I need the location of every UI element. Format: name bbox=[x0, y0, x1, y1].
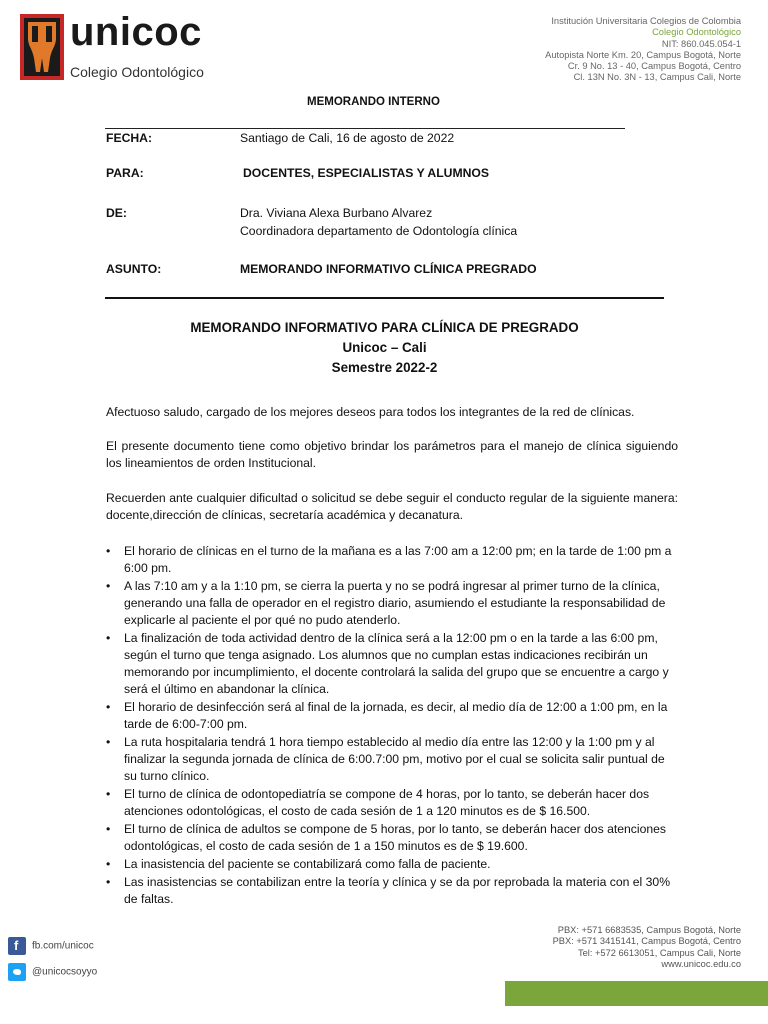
institution-name: Institución Universitaria Colegios de Colombia bbox=[551, 16, 741, 26]
list-item: • El horario de desinfección será al final de la jornada, es decir, al medio día de 12:00 a 1:00 pm, en la tarde de 6:00-7:00 pm. bbox=[106, 699, 680, 733]
logo-wordmark: unicoc bbox=[70, 10, 202, 54]
header-divider bbox=[105, 128, 625, 129]
pbx-bogota-centro: PBX: +571 3415141, Campus Bogotá, Centro bbox=[552, 936, 741, 947]
unicoc-logo bbox=[20, 10, 230, 86]
twitter-link[interactable] bbox=[8, 963, 97, 981]
header-bottom-divider bbox=[105, 297, 664, 299]
facebook-handle: fb.com/unicoc bbox=[32, 940, 94, 952]
asunto-value: MEMORANDO INFORMATIVO CLÍNICA PREGRADO bbox=[240, 262, 537, 276]
heading-line-1: MEMORANDO INFORMATIVO PARA CLÍNICA DE PREGRADO bbox=[190, 320, 579, 335]
list-item: • El turno de clínica de odontopediatría se compone de 4 horas, por lo tanto, se deberán hacer dos atenciones odontológicas, el costo de cada sesión de 1 a 120 minutos es de $ 16.500. bbox=[106, 786, 680, 820]
website-link[interactable]: www.unicoc.edu.co bbox=[661, 959, 741, 970]
footer-contact bbox=[481, 925, 741, 971]
institution-nit: NIT: 860.045.054-1 bbox=[661, 38, 741, 49]
logo-subtitle: Colegio Odontológico bbox=[70, 64, 204, 80]
institution-info bbox=[471, 16, 741, 84]
list-item: • El turno de clínica de adultos se compone de 5 horas, por lo tanto, se deberán hacer dos atenciones odontológicas, el costo de cada sesión de 1 a 150 minutos es de $ 19.600. bbox=[106, 821, 680, 855]
list-item: • La ruta hospitalaria tendrá 1 hora tiempo establecido al medio día entre las 12:00 y la 1:00 pm y al finalizar la segunda jornada de clínica de 6:00.7:00 pm, motivo por el cual se solicita salir puntual de su turno clínico. bbox=[106, 734, 680, 785]
institution-address-1: Autopista Norte Km. 20, Campus Bogotá, Norte bbox=[545, 49, 741, 60]
institution-address-2: Cr. 9 No. 13 - 40, Campus Bogotá, Centro bbox=[567, 61, 741, 72]
memo-title: MEMORANDO INTERNO bbox=[307, 96, 440, 108]
heading-line-3: Semestre 2022-2 bbox=[331, 360, 438, 375]
para-label: PARA: bbox=[106, 166, 144, 180]
document-heading bbox=[105, 318, 664, 378]
institution-college: Colegio Odontológico bbox=[652, 27, 741, 38]
facebook-link[interactable] bbox=[8, 937, 94, 955]
de-value-name: Dra. Viviana Alexa Burbano Alvarez bbox=[240, 206, 433, 220]
fecha-value: Santiago de Cali, 16 de agosto de 2022 bbox=[240, 131, 455, 145]
list-item: • La inasistencia del paciente se contabilizará como falla de paciente. bbox=[106, 856, 680, 873]
list-item: • Las inasistencias se contabilizan entre la teoría y clínica y se da por reprobada la materia con el 30% de faltas. bbox=[106, 874, 680, 908]
pbx-bogota-norte: PBX: +571 6683535, Campus Bogotá, Norte bbox=[557, 925, 741, 935]
twitter-icon bbox=[8, 963, 26, 981]
fecha-label: FECHA: bbox=[106, 131, 153, 145]
paragraph-conduct: Recuerden ante cualquier dificultad o solicitud se debe seguir el conducto regular de la siguiente manera: docente,dirección de clínicas, secretaría académica y decanatura. bbox=[106, 491, 678, 522]
footer-green-bar bbox=[505, 981, 768, 1006]
list-item: • El horario de clínicas en el turno de la mañana es a las 7:00 am a 12:00 pm; en la tarde de 1:00 pm a 6:00 pm. bbox=[106, 543, 680, 577]
institution-address-3: Cl. 13N No. 3N - 13, Campus Cali, Norte bbox=[573, 72, 741, 83]
para-value: DOCENTES, ESPECIALISTAS Y ALUMNOS bbox=[243, 166, 490, 180]
de-value-role: Coordinadora departamento de Odontología clínica bbox=[240, 224, 518, 238]
facebook-icon bbox=[8, 937, 26, 955]
unicoc-tooth-logo-icon bbox=[20, 14, 64, 80]
tel-cali: Tel: +572 6613051, Campus Cali, Norte bbox=[577, 947, 741, 958]
list-item: • A las 7:10 am y a la 1:10 pm, se cierra la puerta y no se podrá ingresar al primer turno de la clínica, generando una falla de operador en el registro diario, asumiendo el estudiante la responsabilidad de explicarle al paciente el por qué no pudo atenderlo. bbox=[106, 578, 680, 629]
twitter-handle: @unicocsoyyo bbox=[32, 966, 98, 978]
heading-line-2: Unicoc – Cali bbox=[342, 340, 427, 355]
paragraph-greeting: Afectuoso saludo, cargado de los mejores deseos para todos los integrantes de la red de clínicas. bbox=[106, 405, 635, 419]
rules-list bbox=[106, 543, 680, 909]
de-label: DE: bbox=[106, 206, 127, 220]
paragraph-objective: El presente documento tiene como objetivo brindar los parámetros para el manejo de clínica siguiendo los lineamientos de orden Institucional. bbox=[106, 439, 678, 470]
list-item: • La finalización de toda actividad dentro de la clínica será a la 12:00 pm o en la tarde a las 6:00 pm, según el turno que tenga asignado. Los alumnos que no cumplan estas indicaciones recibirán un memorando por incumplimiento, el docente controlará la salida del grupo que se encuentre a cargo y será el último en abandonar la clínica. bbox=[106, 630, 680, 698]
asunto-label: ASUNTO: bbox=[106, 262, 162, 276]
